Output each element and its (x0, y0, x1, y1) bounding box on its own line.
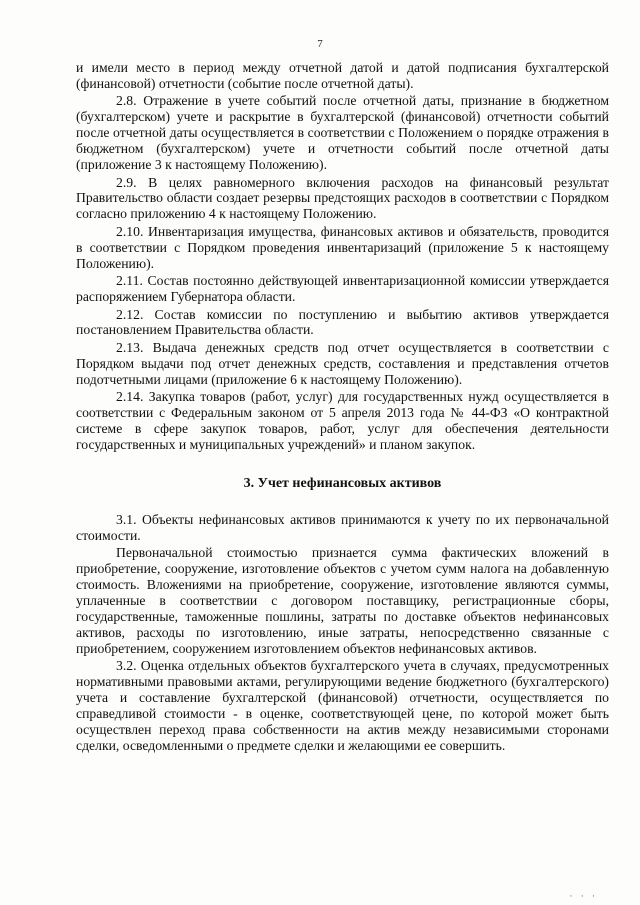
paragraph-2-12: 2.12. Состав комиссии по поступлению и выбытию активов утверждается постановлением Правительства области. (76, 306, 609, 338)
paragraph-2-14: 2.14. Закупка товаров (работ, услуг) для государственных нужд осуществляется в соответствии с Федеральным законом от 5 апреля 2013 года № 44-ФЗ «О контрактной системе в сфере закупок товаров, работ, услуг для обеспечения деятельности государственных и муниципальных учреждений» и планом закупок. (76, 389, 609, 452)
page-number: 7 (317, 38, 323, 50)
paragraph-initial-cost: Первоначальной стоимостью признается сумма фактических вложений в приобретение, сооружение, изготовление объектов с учетом сумм налога на добавленную стоимость. Вложениями на приобретение, сооружение, изготовление являются суммы, уплаченные в соответствии с договором поставщику, регистрационные сборы, государственные, таможенные пошлины, затраты по доставке объектов нефинансовых активов, расходы по изготовлению, иные затраты, непосредственно связанные с приобретением, сооружением изготовлением объектов нефинансовых активов. (76, 545, 609, 656)
document-body (76, 60, 609, 755)
section-heading: 3. Учет нефинансовых активов (243, 475, 442, 491)
corner-mark: · · · (569, 891, 598, 901)
paragraph-2-9: 2.9. В целях равномерного включения расходов на финансовый результат Правительство области создает резервы предстоящих расходов в соответствии с Порядком согласно приложению 4 к настоящему Положению. (76, 174, 609, 222)
paragraph-continuation: и имели место в период между отчетной датой и датой подписания бухгалтерской (финансовой) отчетности (событие после отчетной даты). (76, 60, 609, 91)
paragraph-2-13: 2.13. Выдача денежных средств под отчет осуществляется в соответствии с Порядком выдачи под отчет денежных средств, составления и представления отчетов подотчетными лицами (приложение 6 к настоящему Положению). (76, 339, 609, 387)
paragraph-2-8: 2.8. Отражение в учете событий после отчетной даты, признание в бюджетном (бухгалтерском) учете и раскрытие в бухгалтерской (финансовой) отчетности событий после отчетной даты осуществляется в соответствии с Положением о порядке отражения в бюджетном (бухгалтерском) учете и отчетности событий после отчетной даты (приложение 3 к настоящему Положению). (76, 93, 609, 173)
paragraph-2-10: 2.10. Инвентаризация имущества, финансовых активов и обязательств, проводится в соответствии с Порядком проведения инвентаризаций (приложение 5 к настоящему Положению). (76, 223, 609, 271)
paragraph-3-1: 3.1. Объекты нефинансовых активов принимаются к учету по их первоначальной стоимости. (76, 511, 609, 543)
paragraph-2-11: 2.11. Состав постоянно действующей инвентаризационной комиссии утверждается распоряжением Губернатора области. (76, 273, 609, 305)
paragraph-3-2: 3.2. Оценка отдельных объектов бухгалтерского учета в случаях, предусмотренных нормативными правовыми актами, регулирующими ведение бюджетного (бухгалтерского) учета и составление бухгалтерской (финансовой) отчетности, осуществляется по справедливой стоимости - в оценке, соответствующей цене, по которой может быть осуществлен переход права собственности на актив между независимыми сторонами сделки, осведомленными о предмете сделки и желающими ее совершить. (76, 658, 609, 753)
